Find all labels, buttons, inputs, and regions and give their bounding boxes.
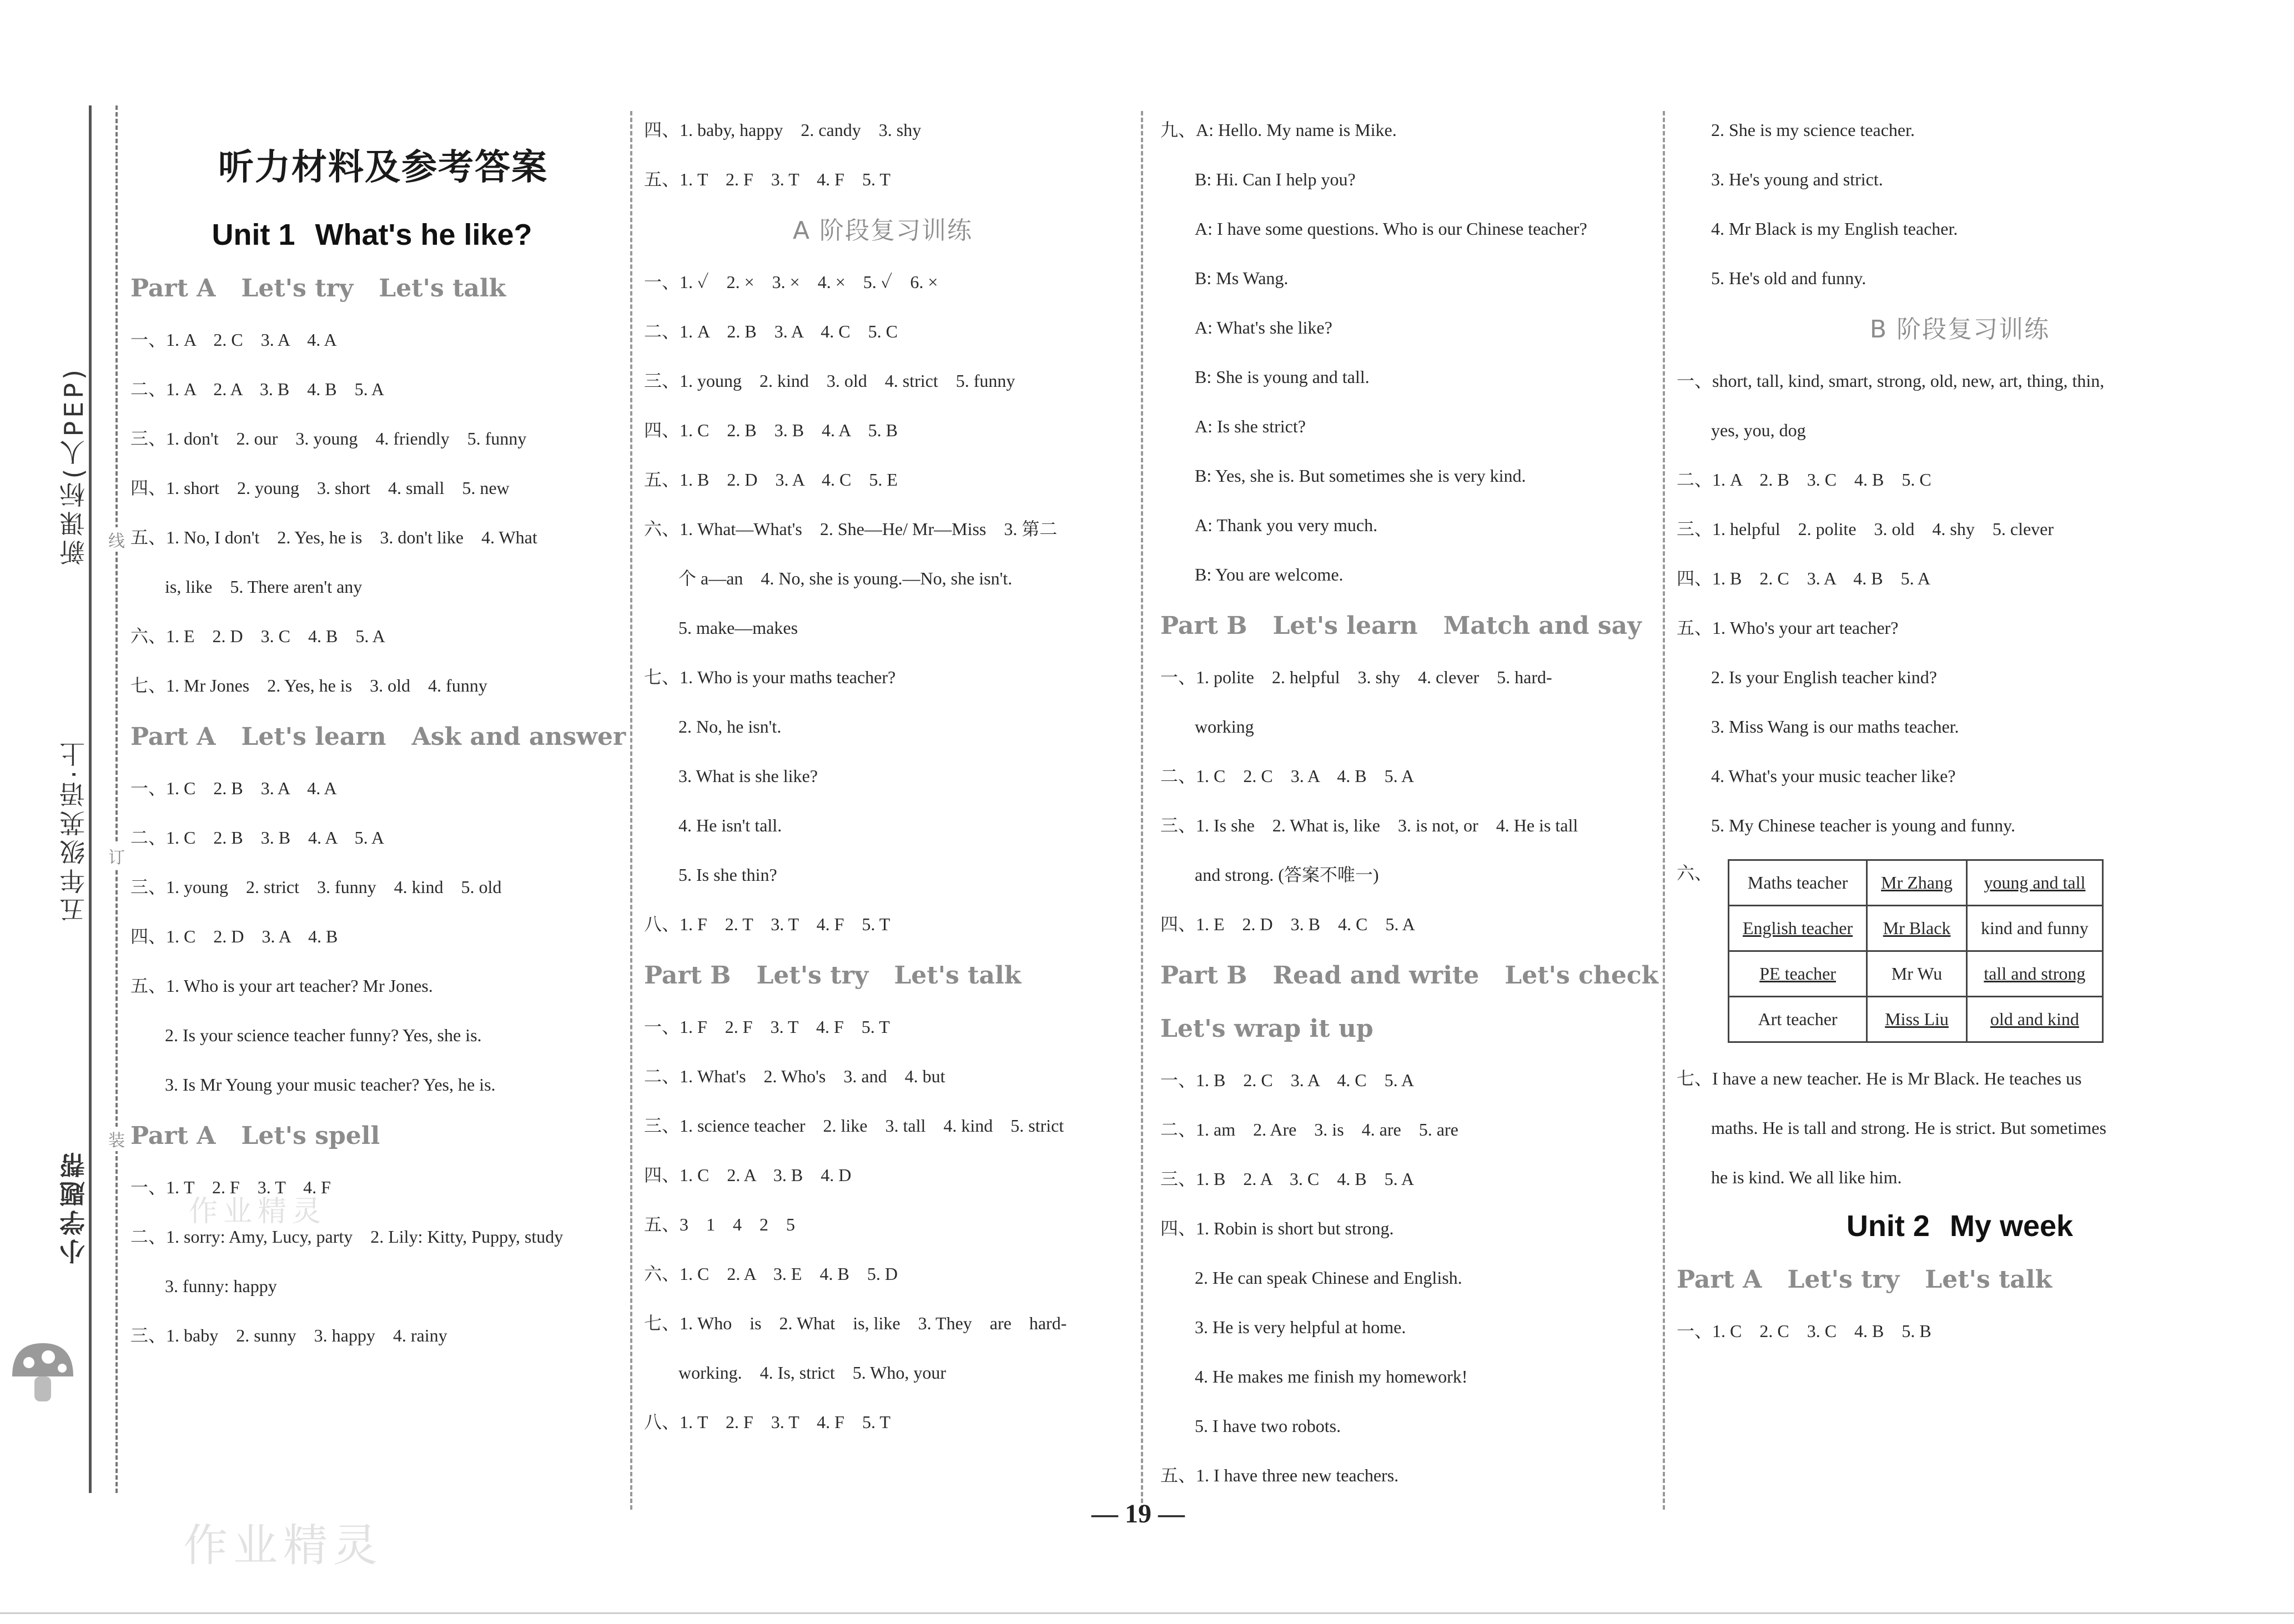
column-divider: [630, 111, 632, 1510]
answer-line: 3. funny: happy: [165, 1276, 277, 1296]
answer-line: working: [1195, 717, 1254, 737]
unit-number: Unit 2: [1846, 1209, 1930, 1243]
part-section: Let's talk: [379, 274, 506, 302]
answer-line: 四、1. C 2. D 3. A 4. B: [130, 926, 338, 946]
answer-line: 四、1. short 2. young 3. short 4. small 5. new: [130, 478, 510, 498]
table-cell: old and kind: [1967, 997, 2103, 1042]
dialogue-line: A: What's she like?: [1195, 317, 1332, 337]
page-number: — 19 —: [1091, 1499, 1185, 1529]
table-cell: kind and funny: [1967, 906, 2103, 951]
part-label: Part A: [1677, 1265, 1762, 1294]
answer-line: 二、1. What's 2. Who's 3. and 4. but: [644, 1066, 945, 1086]
dialogue-line: B: She is young and tall.: [1195, 367, 1370, 387]
answer-line: 三、1. B 2. A 3. C 4. B 5. A: [1160, 1169, 1414, 1189]
table-cell: tall and strong: [1967, 951, 2103, 997]
part-section: Let's try: [756, 961, 869, 990]
part-section: Match and say: [1443, 612, 1642, 640]
column-divider: [1141, 111, 1143, 1510]
answer-line: 四、1. Robin is short but strong.: [1160, 1218, 1394, 1238]
part-heading: [644, 949, 1121, 1002]
answer-line: 2. Is your science teacher funny? Yes, she is.: [165, 1025, 482, 1045]
footer-rule: [0, 1612, 2294, 1614]
table-cell: English teacher: [1729, 906, 1867, 951]
dialogue-line: B: You are welcome.: [1195, 564, 1344, 584]
answer-line: 5. Is she thin?: [678, 865, 777, 885]
cut-line: [115, 105, 118, 1493]
part-heading: [1160, 949, 1659, 1002]
answer-line: 三、1. don't 2. our 3. young 4. friendly 5. funny: [130, 428, 527, 448]
unit-name: What's he like?: [315, 218, 532, 251]
stage-review-heading: A 阶段复习训练: [792, 216, 973, 245]
part-heading: [130, 262, 613, 315]
answer-line: 5. I have two robots.: [1195, 1416, 1341, 1436]
dialogue-line: A: I have some questions. Who is our Chinese teacher?: [1195, 219, 1587, 239]
answer-line: 五、1. T 2. F 3. T 4. F 5. T: [644, 169, 891, 189]
answer-column-2: [644, 105, 1121, 1504]
answer-line: 五、3 1 4 2 5: [644, 1214, 796, 1234]
answer-line: 一、1. A 2. C 3. A 4. A: [130, 330, 337, 350]
dialogue-line: A: Is she strict?: [1195, 416, 1306, 436]
answer-line: 3. What is she like?: [678, 766, 818, 786]
answer-line: 4. Mr Black is my English teacher.: [1711, 219, 1958, 239]
answer-line: 六、1. E 2. D 3. C 4. B 5. A: [130, 626, 385, 646]
answer-line: 六、1. C 2. A 3. E 4. B 5. D: [644, 1264, 898, 1284]
unit-name: My week: [1949, 1209, 2074, 1243]
answer-line: 一、1. ✓ 2. × 3. × 4. × 5. ✓ 6. ×: [644, 272, 938, 292]
watermark: 作业精灵: [183, 1520, 383, 1571]
part-label: Part A: [130, 1122, 216, 1150]
answer-line: 2. No, he isn't.: [678, 717, 782, 737]
part-section: Let's learn: [1272, 612, 1418, 640]
answer-line: 七、I have a new teacher. He is Mr Black. He teaches us: [1677, 1068, 2082, 1088]
part-section: Ask and answer: [411, 723, 626, 751]
part-section: Let's wrap it up: [1160, 1015, 1374, 1043]
dialogue-line: B: Yes, she is. But sometimes she is very kind.: [1195, 466, 1526, 486]
answer-line: 六、1. What—What's 2. She—He/ Mr—Miss 3. 第二: [644, 519, 1058, 539]
answer-line: 4. He isn't tall.: [678, 815, 782, 835]
part-section: Let's talk: [1925, 1265, 2052, 1294]
answer-line: 3. Is Mr Young your music teacher? Yes, he is.: [165, 1075, 496, 1095]
table-cell: Maths teacher: [1729, 860, 1867, 906]
part-heading: [1160, 599, 1654, 653]
answer-line: 五、1. B 2. D 3. A 4. C 5. E: [644, 470, 898, 490]
answer-line: 2. She is my science teacher.: [1711, 120, 1915, 140]
bind-mark: 线: [105, 527, 128, 552]
unit-number: Unit 1: [212, 218, 295, 251]
answer-line: 八、1. T 2. F 3. T 4. F 5. T: [644, 1412, 891, 1432]
stage-review-heading: B 阶段复习训练: [1869, 315, 2050, 344]
answer-line: 二、1. A 2. B 3. A 4. C 5. C: [644, 321, 898, 341]
answer-line: 三、1. young 2. kind 3. old 4. strict 5. funny: [644, 371, 1015, 391]
table-cell: Mr Zhang: [1867, 860, 1967, 906]
dialogue-line: 九、A: Hello. My name is Mike.: [1160, 120, 1397, 140]
mushroom-logo-icon: [7, 1332, 79, 1410]
part-label: Part B: [1160, 961, 1247, 990]
answer-line: 二、1. am 2. Are 3. is 4. are 5. are: [1160, 1119, 1458, 1139]
part-section: Let's try: [241, 274, 354, 302]
answer-line: 2. Is your English teacher kind?: [1711, 667, 1937, 687]
part-heading: [130, 1109, 613, 1163]
answer-line: 二、1. C 2. C 3. A 4. B 5. A: [1160, 766, 1414, 786]
answer-line: 个 a—an 4. No, she is young.—No, she isn't.: [678, 568, 1013, 588]
answer-line: 3. He's young and strict.: [1711, 169, 1883, 189]
spine-brand-label: 小学题帮: [59, 1149, 89, 1264]
answer-line: and strong. (答案不唯一): [1195, 865, 1379, 885]
answer-line: 5. My Chinese teacher is young and funny.: [1711, 815, 2016, 835]
bind-mark: 订: [105, 844, 128, 868]
answer-line: 四、1. C 2. A 3. B 4. D: [644, 1165, 852, 1185]
answer-line: 二、1. A 2. A 3. B 4. B 5. A: [130, 379, 384, 399]
answer-line: 5. He's old and funny.: [1711, 268, 1867, 288]
answer-line: working. 4. Is, strict 5. Who, your: [678, 1363, 947, 1383]
teacher-match-table: [1728, 859, 2104, 1043]
answer-line: he is kind. We all like him.: [1711, 1167, 1902, 1187]
answer-line: 七、1. Who is your maths teacher?: [644, 667, 896, 687]
answer-line: 一、1. F 2. F 3. T 4. F 5. T: [644, 1017, 890, 1037]
answer-line: 五、1. Who is your art teacher? Mr Jones.: [130, 976, 433, 996]
answer-line: 四、1. B 2. C 3. A 4. B 5. A: [1677, 568, 1930, 588]
part-heading: [130, 710, 626, 764]
table-row: [1729, 951, 2103, 997]
answer-column-4: [1677, 105, 2243, 1504]
dialogue-line: B: Hi. Can I help you?: [1195, 169, 1356, 189]
part-label: Part B: [644, 961, 731, 990]
table-cell: Art teacher: [1729, 997, 1867, 1042]
answer-line: 5. make—makes: [678, 618, 798, 638]
table-cell: Miss Liu: [1867, 997, 1967, 1042]
answer-line: 二、1. A 2. B 3. C 4. B 5. C: [1677, 470, 1931, 490]
part-heading: [1677, 1253, 2243, 1307]
answer-line: 3. He is very helpful at home.: [1195, 1317, 1406, 1337]
dialogue-line: B: Ms Wang.: [1195, 268, 1289, 288]
answer-line: 一、short, tall, kind, smart, strong, old, new, art, thing, thin,: [1677, 371, 2105, 391]
page-title: 听力材料及参考答案: [218, 147, 548, 188]
table-row: [1729, 997, 2103, 1042]
answer-line: 四、1. baby, happy 2. candy 3. shy: [644, 120, 922, 140]
part-section: Let's try: [1787, 1265, 1900, 1294]
table-row: [1729, 860, 2103, 906]
answer-line: 一、1. T 2. F 3. T 4. F: [130, 1177, 331, 1197]
answer-line: 4. He makes me finish my homework!: [1195, 1366, 1468, 1386]
answer-line: maths. He is tall and strong. He is strict. But sometimes: [1711, 1118, 2106, 1138]
answer-column-3: [1160, 105, 1659, 1504]
answer-line: 五、1. I have three new teachers.: [1160, 1465, 1399, 1485]
table-cell: Mr Black: [1867, 906, 1967, 951]
spine-grade-label: 五年级英语·上: [59, 738, 89, 923]
table-cell: Mr Wu: [1867, 951, 1967, 997]
answer-line: 三、1. helpful 2. polite 3. old 4. shy 5. clever: [1677, 519, 2054, 539]
answer-line: 五、1. No, I don't 2. Yes, he is 3. don't like 4. What: [130, 527, 537, 547]
column-divider: [1663, 111, 1665, 1510]
answer-line: 四、1. C 2. B 3. B 4. A 5. B: [644, 420, 898, 440]
bind-mark: 装: [105, 1127, 128, 1151]
answer-line: 五、1. Who's your art teacher?: [1677, 618, 1899, 638]
answer-line: 二、1. C 2. B 3. B 4. A 5. A: [130, 828, 384, 848]
part-label: Part B: [1160, 612, 1247, 640]
watermark: 作业精灵: [189, 1195, 327, 1228]
table-question-label: 六、: [1677, 863, 1713, 883]
answer-line: 一、1. polite 2. helpful 3. shy 4. clever 5. hard-: [1160, 667, 1552, 687]
answer-line: 八、1. F 2. T 3. T 4. F 5. T: [644, 914, 891, 934]
answer-line: 三、1. Is she 2. What is, like 3. is not, or 4. He is tall: [1160, 815, 1578, 835]
answer-line: 一、1. C 2. C 3. C 4. B 5. B: [1677, 1321, 1931, 1341]
answer-line: 4. What's your music teacher like?: [1711, 766, 1956, 786]
part-section: Let's spell: [241, 1122, 380, 1150]
table-cell: young and tall: [1967, 860, 2103, 906]
answer-line: 七、1. Who is 2. What is, like 3. They are hard-: [644, 1313, 1067, 1333]
unit-heading: [1677, 1209, 2243, 1243]
answer-line: 2. He can speak Chinese and English.: [1195, 1268, 1462, 1288]
table-row: [1729, 906, 2103, 951]
answer-line: 一、1. C 2. B 3. A 4. A: [130, 778, 337, 798]
unit-heading: [130, 218, 613, 252]
answer-line: 三、1. baby 2. sunny 3. happy 4. rainy: [130, 1325, 447, 1345]
spine-series-label: 新课标(人PEP): [59, 366, 89, 566]
dialogue-line: A: Thank you very much.: [1195, 515, 1378, 535]
answer-line: 一、1. B 2. C 3. A 4. C 5. A: [1160, 1070, 1414, 1090]
answer-line: yes, you, dog: [1711, 420, 1806, 440]
answer-line: 三、1. young 2. strict 3. funny 4. kind 5. old: [130, 877, 502, 897]
answer-column-1: [130, 105, 626, 1504]
part-section: Let's talk: [894, 961, 1022, 990]
part-section: Read and write: [1272, 961, 1480, 990]
answer-line: 二、1. sorry: Amy, Lucy, party 2. Lily: Kitty, Puppy, study: [130, 1227, 564, 1247]
answer-line: is, like 5. There aren't any: [165, 577, 363, 597]
part-heading: [1160, 1002, 1654, 1056]
answer-line: 三、1. science teacher 2. like 3. tall 4. kind 5. strict: [644, 1116, 1064, 1136]
part-label: Part A: [130, 274, 216, 302]
table-block: [1677, 859, 2243, 1043]
binding-spine: [22, 105, 133, 1493]
answer-line: 四、1. E 2. D 3. B 4. C 5. A: [1160, 914, 1415, 934]
part-label: Part A: [130, 723, 216, 751]
part-section: Let's check: [1505, 961, 1659, 990]
answer-line: 七、1. Mr Jones 2. Yes, he is 3. old 4. funny: [130, 675, 487, 695]
answer-line: 3. Miss Wang is our maths teacher.: [1711, 717, 1959, 737]
part-section: Let's learn: [241, 723, 386, 751]
table-cell: PE teacher: [1729, 951, 1867, 997]
